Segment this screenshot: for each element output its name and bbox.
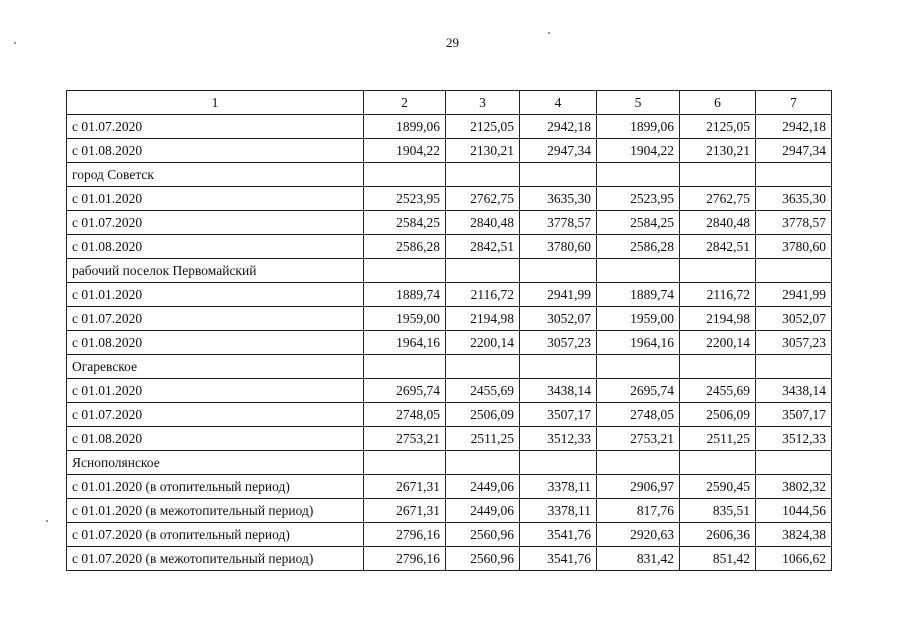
table-cell: 3824,38 [756, 523, 832, 547]
table-row [67, 547, 832, 571]
row-label: с 01.01.2020 (в отопительный период) [67, 475, 364, 499]
table-cell: 2511,25 [446, 427, 520, 451]
table-cell [597, 259, 680, 283]
table-cell: 2116,72 [446, 283, 520, 307]
row-label: с 01.07.2020 [67, 211, 364, 235]
row-label: с 01.07.2020 (в отопительный период) [67, 523, 364, 547]
table-cell: 3635,30 [520, 187, 597, 211]
table-cell: 2523,95 [364, 187, 446, 211]
table-cell: 3802,32 [756, 475, 832, 499]
table-cell: 2586,28 [597, 235, 680, 259]
row-label: с 01.08.2020 [67, 331, 364, 355]
table-cell: 2842,51 [446, 235, 520, 259]
table-cell: 3052,07 [520, 307, 597, 331]
table-cell [756, 163, 832, 187]
table-cell [597, 355, 680, 379]
table-cell: 2560,96 [446, 547, 520, 571]
column-header: 4 [520, 91, 597, 115]
row-label: с 01.01.2020 [67, 283, 364, 307]
table-cell: 2671,31 [364, 475, 446, 499]
table-cell: 2130,21 [680, 139, 756, 163]
table-cell [520, 451, 597, 475]
row-label: Яснополянское [67, 451, 364, 475]
table-cell: 817,76 [597, 499, 680, 523]
table-cell: 2695,74 [597, 379, 680, 403]
table-cell: 2941,99 [756, 283, 832, 307]
table-cell: 1964,16 [364, 331, 446, 355]
table-cell: 2941,99 [520, 283, 597, 307]
table-cell: 2906,97 [597, 475, 680, 499]
table-cell: 2523,95 [597, 187, 680, 211]
table-cell: 2200,14 [680, 331, 756, 355]
table-cell: 2455,69 [446, 379, 520, 403]
table-cell [680, 355, 756, 379]
table-cell: 1959,00 [364, 307, 446, 331]
table-cell: 2762,75 [446, 187, 520, 211]
table-cell [446, 355, 520, 379]
table-cell: 2840,48 [680, 211, 756, 235]
row-label: с 01.07.2020 [67, 307, 364, 331]
table-cell: 2560,96 [446, 523, 520, 547]
row-label: рабочий поселок Первомайский [67, 259, 364, 283]
table-cell: 2942,18 [520, 115, 597, 139]
table-row [67, 211, 832, 235]
table-cell: 2842,51 [680, 235, 756, 259]
row-label: с 01.07.2020 (в межотопительный период) [67, 547, 364, 571]
table-cell: 2506,09 [446, 403, 520, 427]
page-number: 29 [446, 35, 459, 50]
table-cell: 2584,25 [364, 211, 446, 235]
column-header: 6 [680, 91, 756, 115]
table-cell: 1964,16 [597, 331, 680, 355]
table-cell: 2125,05 [680, 115, 756, 139]
table-cell: 2671,31 [364, 499, 446, 523]
table-cell: 3507,17 [520, 403, 597, 427]
table-cell: 2194,98 [680, 307, 756, 331]
table-cell: 3778,57 [520, 211, 597, 235]
table-cell [446, 451, 520, 475]
table-cell: 2511,25 [680, 427, 756, 451]
row-label: с 01.01.2020 (в межотопительный период) [67, 499, 364, 523]
table-cell: 1044,56 [756, 499, 832, 523]
table-cell: 2606,36 [680, 523, 756, 547]
table-cell [364, 451, 446, 475]
table-cell: 3778,57 [756, 211, 832, 235]
table-cell: 1899,06 [364, 115, 446, 139]
column-header: 2 [364, 91, 446, 115]
table-cell: 2840,48 [446, 211, 520, 235]
table-cell: 2753,21 [597, 427, 680, 451]
table-cell [446, 259, 520, 283]
table-cell: 1889,74 [364, 283, 446, 307]
table-row [67, 475, 832, 499]
table-cell [364, 163, 446, 187]
table-cell: 2796,16 [364, 547, 446, 571]
table-cell [756, 451, 832, 475]
table-row [67, 307, 832, 331]
table-cell: 2449,06 [446, 499, 520, 523]
table-cell [364, 259, 446, 283]
table-cell [364, 355, 446, 379]
table-cell: 1904,22 [364, 139, 446, 163]
table-cell [680, 451, 756, 475]
table-cell [520, 355, 597, 379]
table-cell: 2920,63 [597, 523, 680, 547]
table-cell: 2947,34 [756, 139, 832, 163]
table-row [67, 187, 832, 211]
table-cell: 1959,00 [597, 307, 680, 331]
row-label: с 01.08.2020 [67, 235, 364, 259]
table-cell: 3512,33 [520, 427, 597, 451]
table-cell [756, 259, 832, 283]
table-cell: 3057,23 [756, 331, 832, 355]
table-cell: 3052,07 [756, 307, 832, 331]
table-row [67, 259, 832, 283]
table-row [67, 139, 832, 163]
table-cell: 1899,06 [597, 115, 680, 139]
table-cell: 2947,34 [520, 139, 597, 163]
table-cell: 2753,21 [364, 427, 446, 451]
scan-speck [548, 32, 550, 34]
table-row [67, 379, 832, 403]
table-cell: 2748,05 [364, 403, 446, 427]
table-cell [520, 163, 597, 187]
table-cell: 3378,11 [520, 475, 597, 499]
table-row [67, 403, 832, 427]
table-row [67, 163, 832, 187]
table-cell: 3512,33 [756, 427, 832, 451]
row-label: город Советск [67, 163, 364, 187]
table-cell: 3541,76 [520, 547, 597, 571]
table-cell: 3438,14 [520, 379, 597, 403]
table-cell: 2590,45 [680, 475, 756, 499]
table-cell [520, 259, 597, 283]
table-cell: 1066,62 [756, 547, 832, 571]
tariff-table [66, 90, 832, 571]
table-cell: 2455,69 [680, 379, 756, 403]
table-cell: 3438,14 [756, 379, 832, 403]
table-cell: 3780,60 [756, 235, 832, 259]
table-cell: 831,42 [597, 547, 680, 571]
table-cell: 2194,98 [446, 307, 520, 331]
table-row [67, 235, 832, 259]
table-cell: 3635,30 [756, 187, 832, 211]
table-cell: 2125,05 [446, 115, 520, 139]
row-label: с 01.08.2020 [67, 139, 364, 163]
row-label: с 01.01.2020 [67, 187, 364, 211]
row-label: с 01.07.2020 [67, 115, 364, 139]
table-cell: 1889,74 [597, 283, 680, 307]
table-cell [680, 259, 756, 283]
table-row [67, 283, 832, 307]
table-cell: 2748,05 [597, 403, 680, 427]
column-header: 5 [597, 91, 680, 115]
table-cell [446, 163, 520, 187]
table-cell: 2584,25 [597, 211, 680, 235]
table-cell: 851,42 [680, 547, 756, 571]
table-cell: 3780,60 [520, 235, 597, 259]
table-cell: 2796,16 [364, 523, 446, 547]
table-row [67, 331, 832, 355]
column-header: 7 [756, 91, 832, 115]
table-cell [597, 451, 680, 475]
table-cell: 3378,11 [520, 499, 597, 523]
table-header-row [67, 91, 832, 115]
table-row [67, 115, 832, 139]
table-cell: 3057,23 [520, 331, 597, 355]
table-cell: 2942,18 [756, 115, 832, 139]
table-cell: 3507,17 [756, 403, 832, 427]
table-cell [597, 163, 680, 187]
table-cell: 2506,09 [680, 403, 756, 427]
scan-speck [46, 520, 48, 522]
table-cell: 2116,72 [680, 283, 756, 307]
table-row [67, 427, 832, 451]
table-row [67, 355, 832, 379]
row-label: с 01.07.2020 [67, 403, 364, 427]
table-cell [680, 163, 756, 187]
column-header: 1 [67, 91, 364, 115]
row-label: с 01.01.2020 [67, 379, 364, 403]
table-cell: 1904,22 [597, 139, 680, 163]
table-cell: 2762,75 [680, 187, 756, 211]
table-cell [756, 355, 832, 379]
table-row [67, 523, 832, 547]
scan-speck [14, 42, 16, 44]
table-cell: 2200,14 [446, 331, 520, 355]
table-cell: 2695,74 [364, 379, 446, 403]
row-label: с 01.08.2020 [67, 427, 364, 451]
column-header: 3 [446, 91, 520, 115]
table-cell: 2586,28 [364, 235, 446, 259]
table-row [67, 451, 832, 475]
row-label: Огаревское [67, 355, 364, 379]
table-cell: 835,51 [680, 499, 756, 523]
table-cell: 3541,76 [520, 523, 597, 547]
table-cell: 2449,06 [446, 475, 520, 499]
table-cell: 2130,21 [446, 139, 520, 163]
table-row [67, 499, 832, 523]
